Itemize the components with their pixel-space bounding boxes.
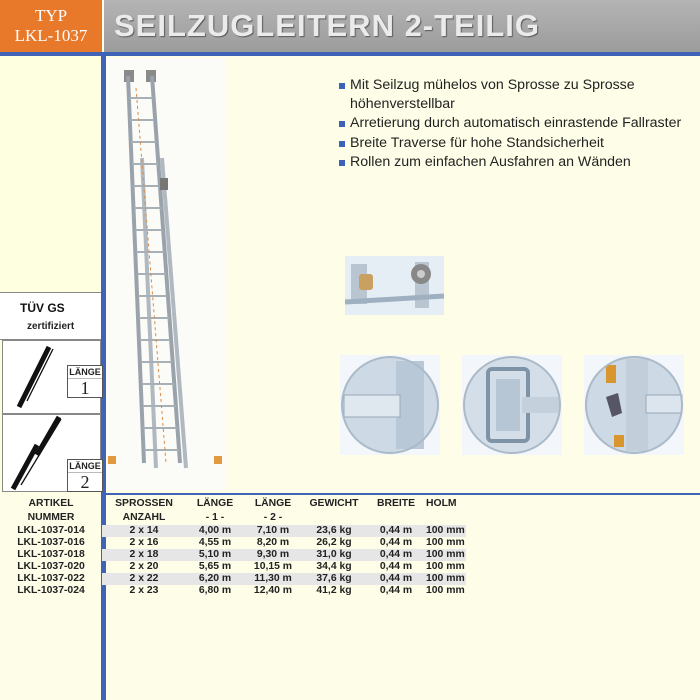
type-badge-label: TYP: [34, 6, 68, 25]
cell-laenge-2: 7,10 m: [244, 525, 302, 537]
cell-breite: 0,44 m: [379, 585, 413, 596]
ladder-extended-icon: [7, 415, 69, 493]
header-laenge-1: LÄNGE: [196, 498, 234, 509]
table-row: [0, 585, 466, 597]
cell-holm: 100 mm: [426, 585, 465, 596]
cell-artikel: LKL-1037-024: [17, 585, 85, 596]
length-2-diagram: [2, 414, 101, 492]
header-sprossen: SPROSSEN: [115, 498, 173, 509]
length-1-label: [67, 365, 103, 398]
length-2-word: LÄNGE: [69, 461, 101, 471]
detail-photo-rung-joint: [340, 355, 440, 455]
cell-holm: 100 mm: [426, 561, 465, 572]
rail-profile-icon: [462, 355, 562, 455]
title-bar: [104, 0, 700, 52]
feature-item: Arretierung durch automatisch einrastende Fallraster: [336, 114, 686, 133]
cell-breite: 0,44 m: [379, 561, 413, 572]
product-table: [0, 497, 466, 597]
feature-item: Rollen zum einfachen Ausfahren an Wänden: [336, 153, 686, 172]
cell-laenge-1: 4,55 m: [198, 537, 232, 548]
cell-gewicht: 34,4 kg: [316, 561, 352, 572]
cell-laenge-2: 12,40 m: [253, 585, 293, 596]
type-badge-code: LKL-1037: [14, 26, 88, 45]
table-row: [0, 561, 466, 573]
cell-laenge-1: 5,10 m: [186, 549, 244, 561]
roller-icon: [345, 256, 444, 315]
header-laenge-2: LÄNGE: [254, 498, 292, 509]
roller-detail-photo: [345, 256, 444, 315]
length-1-word: LÄNGE: [69, 367, 101, 377]
cell-holm: 100 mm: [426, 525, 465, 536]
cell-gewicht: 37,6 kg: [302, 573, 366, 585]
table-row: [0, 537, 466, 549]
certification-box: [0, 292, 101, 340]
rung-joint-icon: [340, 355, 440, 455]
detail-photo-rail: [462, 355, 562, 455]
cell-holm: 100 mm: [426, 549, 465, 560]
cell-breite: 0,44 m: [366, 573, 426, 585]
cell-holm: 100 mm: [426, 537, 465, 548]
certification-marks: TÜV GS: [20, 301, 65, 315]
length-1-number: 1: [68, 378, 102, 397]
feature-item: Breite Traverse für hohe Standsicherheit: [336, 134, 686, 153]
feature-list: [336, 76, 686, 172]
cell-laenge-2: 9,30 m: [244, 549, 302, 561]
cell-sprossen: 2 x 23: [129, 585, 159, 596]
cell-sprossen: 2 x 18: [102, 549, 186, 561]
cell-laenge-2: 10,15 m: [253, 561, 293, 572]
length-2-label: [67, 459, 103, 492]
cell-sprossen: 2 x 16: [129, 537, 159, 548]
table-header-row: [0, 511, 466, 525]
cell-gewicht: 23,6 kg: [302, 525, 366, 537]
table-row: [0, 549, 466, 561]
ladder-illustration: [106, 58, 226, 490]
cell-artikel: LKL-1037-016: [17, 537, 85, 548]
header-anzahl: ANZAHL: [122, 512, 166, 523]
cell-breite: 0,44 m: [366, 525, 426, 537]
header-nummer: NUMMER: [27, 512, 75, 523]
cell-sprossen: 2 x 22: [102, 573, 186, 585]
cell-artikel: LKL-1037-020: [17, 561, 85, 572]
cell-gewicht: 31,0 kg: [302, 549, 366, 561]
cell-laenge-2: 11,30 m: [244, 573, 302, 585]
header-holm: HOLM: [426, 498, 457, 509]
table-header-row: [0, 497, 466, 511]
cell-laenge-1: 4,00 m: [186, 525, 244, 537]
cell-breite: 0,44 m: [366, 549, 426, 561]
header-laenge-1-sub: - 1 -: [205, 512, 225, 523]
length-2-number: 2: [68, 472, 102, 491]
cell-breite: 0,44 m: [379, 537, 413, 548]
cell-gewicht: 26,2 kg: [316, 537, 352, 548]
cell-artikel: LKL-1037-018: [17, 549, 85, 560]
ladder-retracted-icon: [7, 341, 69, 413]
header-laenge-2-sub: - 2 -: [263, 512, 283, 523]
cell-artikel: LKL-1037-014: [17, 525, 85, 536]
cell-gewicht: 41,2 kg: [316, 585, 352, 596]
certification-label: zertifiziert: [27, 321, 75, 332]
type-badge: [0, 0, 102, 52]
length-1-diagram: [2, 340, 101, 414]
cell-laenge-1: 6,80 m: [198, 585, 232, 596]
detail-photo-latch: [584, 355, 684, 455]
cell-sprossen: 2 x 20: [129, 561, 159, 572]
cell-artikel: LKL-1037-022: [17, 573, 85, 584]
header-gewicht: GEWICHT: [309, 498, 359, 509]
feature-item: Mit Seilzug mühelos von Sprosse zu Sprosse höhenverstellbar: [336, 76, 686, 114]
header-breite: BREITE: [376, 498, 416, 509]
header-artikel: ARTIKEL: [28, 498, 74, 509]
ladder-photo: [106, 58, 226, 490]
cell-sprossen: 2 x 14: [102, 525, 186, 537]
cell-laenge-1: 6,20 m: [186, 573, 244, 585]
page-title: SEILZUGLEITERN 2-TEILIG: [114, 8, 541, 43]
cell-laenge-1: 5,65 m: [198, 561, 232, 572]
table-row: [0, 525, 466, 537]
cell-holm: 100 mm: [426, 573, 465, 584]
table-divider: [106, 493, 700, 495]
table-row: [0, 573, 466, 585]
latch-icon: [584, 355, 684, 455]
cell-laenge-2: 8,20 m: [256, 537, 290, 548]
